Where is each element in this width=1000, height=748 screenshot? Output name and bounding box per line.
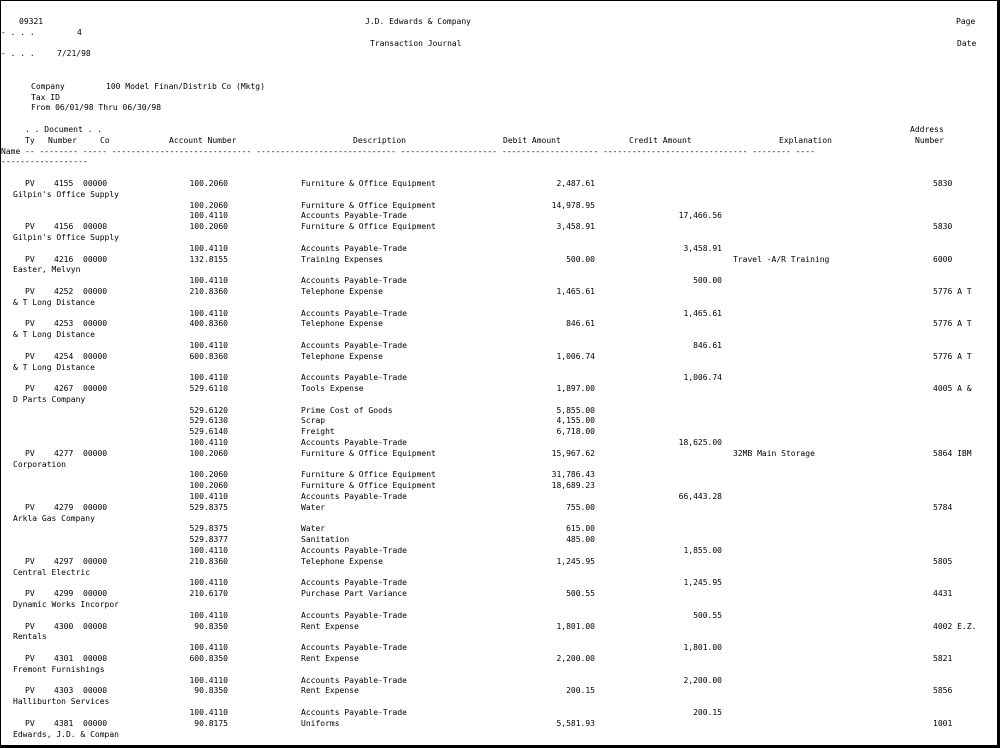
row-document-number: 4253 — [54, 319, 74, 329]
filter-taxid-line — [13, 93, 993, 104]
table-row — [13, 309, 993, 320]
row-account-number: 90.8175 — [194, 718, 228, 728]
row-account-number: 400.8360 — [189, 319, 228, 329]
row-account-number: 100.4110 — [189, 276, 228, 286]
table-row — [13, 481, 993, 492]
name-row — [13, 460, 993, 471]
row-account-number: 100.4110 — [189, 578, 228, 588]
name-header: Name — [1, 146, 21, 156]
explanation-header: Explanation — [779, 135, 832, 145]
row-description: Accounts Payable-Trade — [301, 438, 407, 448]
row-credit-amount: 1,465.61 — [683, 308, 722, 318]
account-number-header: Account Number — [169, 135, 237, 145]
date-label: Date — [957, 38, 977, 48]
row-credit-amount: 500.00 — [693, 276, 722, 286]
address-header-2: Number — [915, 135, 944, 145]
row-ty: PV — [25, 384, 35, 394]
row-description: Accounts Payable-Trade — [301, 243, 407, 253]
row-name: & T Long Distance — [13, 330, 95, 340]
name-row — [13, 395, 993, 406]
row-debit-amount: 755.00 — [566, 502, 595, 512]
row-name: Rentals — [13, 632, 47, 642]
table-row — [13, 676, 993, 687]
table-row — [13, 341, 993, 352]
row-address-number: 4002 E.Z. — [933, 621, 977, 631]
row-description: Rent Expense — [301, 686, 359, 696]
column-separator: -- -------- ----- ----------------------------- ----------------------------- -------------------- -------------------- ------------------------------ -------- ---- — [25, 146, 815, 156]
row-ty: PV — [25, 502, 35, 512]
row-name: Edwards, J.D. & Compan — [13, 729, 119, 739]
table-row — [13, 708, 993, 719]
row-description: Accounts Payable-Trade — [301, 610, 407, 620]
row-document-number: 4297 — [54, 556, 74, 566]
row-debit-amount: 5,855.00 — [556, 405, 595, 415]
name-row — [13, 665, 993, 676]
row-company: 00000 — [83, 384, 108, 394]
row-company: 00000 — [83, 589, 108, 599]
row-description: Accounts Payable-Trade — [301, 492, 407, 502]
row-ty: PV — [25, 319, 35, 329]
row-ty: PV — [25, 654, 35, 664]
row-credit-amount: 1,855.00 — [683, 546, 722, 556]
row-company: 00000 — [83, 718, 108, 728]
table-row — [13, 557, 993, 568]
table-row — [13, 211, 993, 222]
row-company: 00000 — [83, 556, 108, 566]
row-account-number: 100.4110 — [189, 211, 228, 221]
row-account-number: 100.4110 — [189, 492, 228, 502]
table-row — [13, 546, 993, 557]
table-row — [13, 201, 993, 212]
row-description: Telephone Expense — [301, 556, 383, 566]
table-row — [13, 222, 993, 233]
row-credit-amount: 846.61 — [693, 340, 722, 350]
row-document-number: 4301 — [54, 654, 74, 664]
row-account-number: 100.4110 — [189, 438, 228, 448]
row-company: 00000 — [83, 502, 108, 512]
row-description: Accounts Payable-Trade — [301, 546, 407, 556]
row-document-number: 4299 — [54, 589, 74, 599]
row-name: D Parts Company — [13, 394, 86, 404]
table-row — [13, 416, 993, 427]
name-row — [13, 363, 993, 374]
row-account-number: 529.6130 — [189, 416, 228, 426]
name-row — [13, 568, 993, 579]
row-explanation: Travel -A/R Training — [733, 254, 830, 264]
row-ty: PV — [25, 686, 35, 696]
table-row — [13, 470, 993, 481]
name-row — [13, 190, 993, 201]
row-account-number: 100.4110 — [189, 308, 228, 318]
journal-rows — [13, 179, 993, 740]
row-credit-amount: 1,006.74 — [683, 373, 722, 383]
row-credit-amount: 17,466.56 — [678, 211, 722, 221]
row-debit-amount: 1,465.61 — [556, 286, 595, 296]
filter-date-line — [13, 103, 993, 114]
row-address-number: 5784 — [933, 502, 953, 512]
row-credit-amount: 1,801.00 — [683, 643, 722, 653]
row-ty: PV — [25, 621, 35, 631]
name-row — [13, 697, 993, 708]
row-account-number: 529.8377 — [189, 535, 228, 545]
row-account-number: 100.4110 — [189, 373, 228, 383]
row-description: Sanitation — [301, 535, 350, 545]
row-account-number: 529.8375 — [189, 502, 228, 512]
page-number: 4 — [77, 27, 82, 37]
row-description: Prime Cost of Goods — [301, 405, 393, 415]
row-ty: PV — [25, 286, 35, 296]
table-row — [13, 319, 993, 330]
row-debit-amount: 18,689.23 — [551, 481, 595, 491]
row-account-number: 100.4110 — [189, 708, 228, 717]
row-credit-amount: 500.55 — [693, 610, 722, 620]
row-credit-amount: 18,625.00 — [678, 438, 722, 448]
row-debit-amount: 846.61 — [566, 319, 595, 329]
row-name: Arkla Gas Company — [13, 513, 95, 523]
filter-company-line — [13, 82, 993, 93]
co-header: Co — [100, 135, 110, 145]
header-line-1 — [13, 17, 993, 28]
row-debit-amount: 200.15 — [566, 686, 595, 696]
row-name: Easter, Melvyn — [13, 265, 81, 275]
table-row — [13, 578, 993, 589]
row-name: & T Long Distance — [13, 362, 95, 372]
row-description: Scrap — [301, 416, 326, 426]
table-row — [13, 654, 993, 665]
row-debit-amount: 500.00 — [566, 254, 595, 264]
dash-marker-2: - . . . — [1, 49, 35, 59]
name-row — [13, 730, 993, 741]
row-account-number: 529.6120 — [189, 405, 228, 415]
row-company: 00000 — [83, 178, 108, 188]
table-row — [13, 427, 993, 438]
date-range: From 06/01/98 Thru 06/30/98 — [31, 103, 162, 113]
row-description: Accounts Payable-Trade — [301, 578, 407, 588]
column-header-line-2 — [13, 136, 993, 147]
row-description: Rent Expense — [301, 654, 359, 664]
header-line-3 — [13, 39, 993, 50]
tax-id-label: Tax ID — [31, 92, 60, 102]
row-debit-amount: 14,978.95 — [551, 200, 595, 210]
row-debit-amount: 4,155.00 — [556, 416, 595, 426]
name-row — [13, 514, 993, 525]
row-document-number: 4267 — [54, 384, 74, 394]
row-name: Fremont Furnishings — [13, 664, 105, 674]
table-row — [13, 449, 993, 460]
column-header-line-3 — [1, 146, 993, 158]
row-debit-amount: 500.55 — [566, 589, 595, 599]
row-document-number: 4303 — [54, 686, 74, 696]
row-description: Water — [301, 502, 326, 512]
report-id: 09321 — [19, 17, 44, 26]
name-row — [13, 600, 993, 611]
row-account-number: 100.4110 — [189, 243, 228, 253]
table-row — [13, 535, 993, 546]
debit-amount-header: Debit Amount — [503, 135, 561, 145]
row-account-number: 100.2060 — [189, 448, 228, 458]
table-row — [13, 622, 993, 633]
row-description: Telephone Expense — [301, 286, 383, 296]
row-description: Furniture & Office Equipment — [301, 222, 436, 232]
row-account-number: 210.8360 — [189, 556, 228, 566]
row-account-number: 100.4110 — [189, 643, 228, 653]
row-debit-amount: 485.00 — [566, 535, 595, 545]
table-row — [13, 524, 993, 535]
row-ty: PV — [25, 556, 35, 566]
row-account-number: 210.8360 — [189, 286, 228, 296]
row-document-number: 4252 — [54, 286, 74, 296]
row-description: Telephone Expense — [301, 319, 383, 329]
row-document-number: 4381 — [54, 718, 74, 728]
column-separator-2: ------------------ — [1, 157, 88, 167]
row-name: Corporation — [13, 459, 66, 469]
row-document-number: 4156 — [54, 222, 74, 232]
row-account-number: 100.2060 — [189, 470, 228, 480]
page-label: Page — [956, 17, 976, 26]
row-credit-amount: 2,200.00 — [683, 675, 722, 685]
row-company: 00000 — [83, 319, 108, 329]
row-description: Uniforms — [301, 718, 340, 728]
number-header: Number — [48, 135, 77, 145]
row-name: Central Electric — [13, 567, 91, 577]
row-account-number: 100.4110 — [189, 675, 228, 685]
row-company: 00000 — [83, 222, 108, 232]
row-address-number: 4005 A & — [933, 384, 972, 394]
row-explanation: 32MB Main Storage — [733, 448, 815, 458]
row-ty: PV — [25, 718, 35, 728]
dash-marker: - . . . — [1, 27, 35, 37]
row-document-number: 4279 — [54, 502, 74, 512]
row-account-number: 100.4110 — [189, 546, 228, 556]
row-document-number: 4216 — [54, 254, 74, 264]
company-value: 100 Model Finan/Distrib Co (Mktg) — [106, 81, 265, 91]
row-description: Accounts Payable-Trade — [301, 675, 407, 685]
table-row — [13, 503, 993, 514]
row-debit-amount: 31,786.43 — [551, 470, 595, 480]
table-row — [13, 255, 993, 266]
ty-header: Ty — [25, 135, 35, 145]
row-debit-amount: 2,200.00 — [556, 654, 595, 664]
row-description: Furniture & Office Equipment — [301, 200, 436, 210]
header-line-2 — [1, 27, 993, 39]
row-description: Freight — [301, 427, 335, 437]
row-credit-amount: 200.15 — [693, 708, 722, 717]
row-description: Furniture & Office Equipment — [301, 470, 436, 480]
table-row — [13, 352, 993, 363]
row-description: Accounts Payable-Trade — [301, 276, 407, 286]
row-account-number: 600.8350 — [189, 654, 228, 664]
row-debit-amount: 3,458.91 — [556, 222, 595, 232]
row-account-number: 529.6110 — [189, 384, 228, 394]
row-account-number: 90.8350 — [194, 686, 228, 696]
row-account-number: 100.4110 — [189, 610, 228, 620]
table-row — [13, 373, 993, 384]
row-account-number: 100.2060 — [189, 481, 228, 491]
table-row — [13, 719, 993, 730]
row-address-number: 5776 A T — [933, 286, 972, 296]
row-document-number: 4277 — [54, 448, 74, 458]
table-row — [13, 244, 993, 255]
row-credit-amount: 3,458.91 — [683, 243, 722, 253]
description-header: Description — [353, 135, 406, 145]
row-name: Gilpin's Office Supply — [13, 189, 119, 199]
row-document-number: 4155 — [54, 178, 74, 188]
table-row — [13, 589, 993, 600]
row-description: Training Expenses — [301, 254, 383, 264]
row-credit-amount: 1,245.95 — [683, 578, 722, 588]
name-row — [13, 298, 993, 309]
row-address-number: 5776 A T — [933, 319, 972, 329]
row-description: Furniture & Office Equipment — [301, 178, 436, 188]
row-address-number: 5821 — [933, 654, 953, 664]
row-account-number: 100.2060 — [189, 178, 228, 188]
row-account-number: 529.6140 — [189, 427, 228, 437]
table-row — [13, 406, 993, 417]
row-address-number: 5830 — [933, 178, 953, 188]
row-name: Dynamic Works Incorpor — [13, 600, 119, 610]
report-title: Transaction Journal — [370, 38, 462, 48]
address-header-1: Address — [910, 124, 944, 134]
row-debit-amount: 15,967.62 — [551, 448, 595, 458]
row-description: Accounts Payable-Trade — [301, 340, 407, 350]
row-address-number: 6000 — [933, 254, 953, 264]
row-address-number: 5830 — [933, 222, 953, 232]
row-ty: PV — [25, 351, 35, 361]
name-row — [13, 330, 993, 341]
name-row — [13, 632, 993, 643]
row-account-number: 100.2060 — [189, 222, 228, 232]
table-row — [13, 492, 993, 503]
row-address-number: 4431 — [933, 589, 953, 599]
row-ty: PV — [25, 448, 35, 458]
row-company: 00000 — [83, 686, 108, 696]
row-description: Rent Expense — [301, 621, 359, 631]
row-description: Water — [301, 524, 326, 534]
row-address-number: 5864 IBM — [933, 448, 972, 458]
document-group-header: . . Document . . — [25, 124, 103, 134]
row-company: 00000 — [83, 254, 108, 264]
row-address-number: 5776 A T — [933, 351, 972, 361]
row-ty: PV — [25, 589, 35, 599]
table-row — [13, 384, 993, 395]
row-credit-amount: 66,443.28 — [678, 492, 722, 502]
table-row — [13, 276, 993, 287]
row-document-number: 4300 — [54, 621, 74, 631]
row-description: Furniture & Office Equipment — [301, 481, 436, 491]
company-name: J.D. Edwards & Company — [365, 17, 471, 26]
row-debit-amount: 6,718.00 — [556, 427, 595, 437]
name-row — [13, 265, 993, 276]
report-date: 7/21/98 — [57, 49, 91, 59]
credit-amount-header: Credit Amount — [629, 135, 692, 145]
row-name: Gilpin's Office Supply — [13, 232, 119, 242]
row-address-number: 1001 — [933, 718, 953, 728]
row-description: Tools Expense — [301, 384, 364, 394]
row-debit-amount: 1,801.00 — [556, 621, 595, 631]
row-ty: PV — [25, 222, 35, 232]
row-description: Telephone Expense — [301, 351, 383, 361]
row-account-number: 600.8360 — [189, 351, 228, 361]
row-account-number: 210.6170 — [189, 589, 228, 599]
row-description: Accounts Payable-Trade — [301, 373, 407, 383]
row-debit-amount: 5,581.93 — [556, 718, 595, 728]
row-account-number: 529.8375 — [189, 524, 228, 534]
row-address-number: 5856 — [933, 686, 953, 696]
row-description: Purchase Part Variance — [301, 589, 407, 599]
row-document-number: 4254 — [54, 351, 74, 361]
row-debit-amount: 2,487.61 — [556, 178, 595, 188]
name-row — [13, 233, 993, 244]
row-description: Accounts Payable-Trade — [301, 708, 407, 717]
row-account-number: 100.4110 — [189, 340, 228, 350]
row-description: Accounts Payable-Trade — [301, 643, 407, 653]
table-row — [13, 438, 993, 449]
row-company: 00000 — [83, 448, 108, 458]
row-company: 00000 — [83, 286, 108, 296]
row-ty: PV — [25, 254, 35, 264]
row-company: 00000 — [83, 654, 108, 664]
column-header-line-4 — [1, 157, 993, 168]
company-label: Company — [31, 81, 65, 91]
table-row — [13, 686, 993, 697]
row-debit-amount: 615.00 — [566, 524, 595, 534]
row-description: Accounts Payable-Trade — [301, 211, 407, 221]
row-account-number: 90.8350 — [194, 621, 228, 631]
row-company: 00000 — [83, 621, 108, 631]
row-description: Furniture & Office Equipment — [301, 448, 436, 458]
column-header-line-1 — [13, 125, 993, 136]
row-description: Accounts Payable-Trade — [301, 308, 407, 318]
table-row — [13, 179, 993, 190]
header-line-4 — [1, 49, 993, 60]
row-debit-amount: 1,006.74 — [556, 351, 595, 361]
row-company: 00000 — [83, 351, 108, 361]
table-row — [13, 287, 993, 298]
row-ty: PV — [25, 178, 35, 188]
transaction-journal-report — [1, 17, 993, 740]
row-account-number: 100.2060 — [189, 200, 228, 210]
table-row — [13, 611, 993, 622]
row-name: & T Long Distance — [13, 297, 95, 307]
row-debit-amount: 1,897.00 — [556, 384, 595, 394]
row-name: Halliburton Services — [13, 697, 110, 707]
row-debit-amount: 1,245.95 — [556, 556, 595, 566]
row-address-number: 5805 — [933, 556, 953, 566]
row-account-number: 132.8155 — [189, 254, 228, 264]
table-row — [13, 643, 993, 654]
